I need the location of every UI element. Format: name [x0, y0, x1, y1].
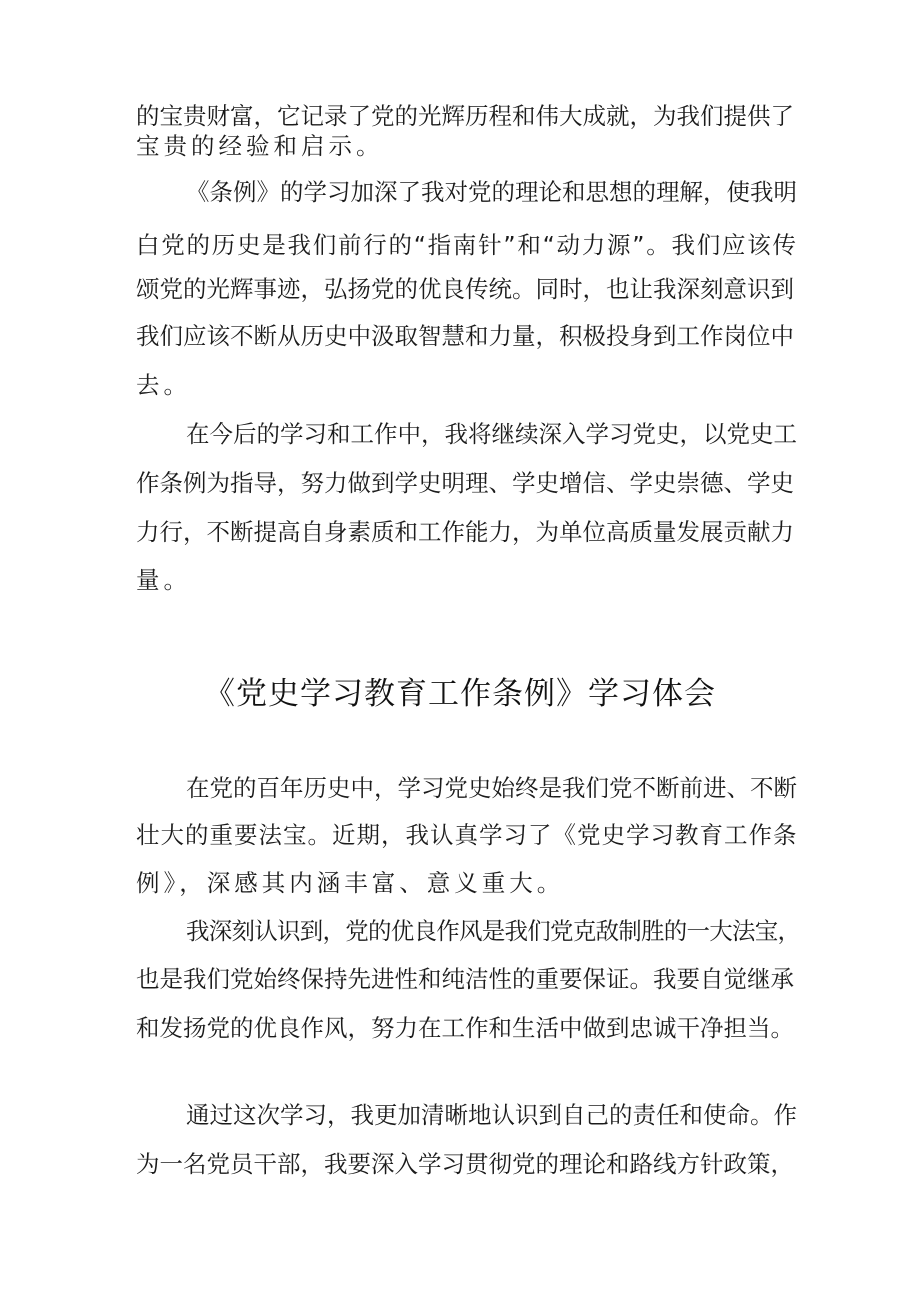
- paragraph-line: 宝贵的经验和启示。: [136, 132, 384, 160]
- paragraph-line: 壮大的重要法宝。近期，我认真学习了《党史学习教育工作条: [136, 821, 798, 849]
- paragraph-line: 《条例》的学习加深了我对党的理论和思想的理解，使我明: [186, 178, 797, 206]
- paragraph-line: 的宝贵财富，它记录了党的光辉历程和伟大成就，为我们提供了: [136, 102, 794, 130]
- paragraph-line: 作条例为指导，努力做到学史明理、学史增信、学史崇德、学史: [136, 469, 794, 497]
- paragraph-line: 我深刻认识到，党的优良作风是我们党克敌制胜的一大法宝，: [186, 917, 801, 945]
- paragraph-line: 和发扬党的优良作风，努力在工作和生活中做到忠诚干净担当。: [136, 1014, 794, 1042]
- paragraph-line: 在今后的学习和工作中，我将继续深入学习党史，以党史工: [186, 420, 797, 448]
- paragraph-line: 通过这次学习，我更加清晰地认识到自己的责任和使命。作: [186, 1101, 797, 1129]
- paragraph-line: 为一名党员干部，我要深入学习贯彻党的理论和路线方针政策，: [136, 1150, 794, 1178]
- paragraph-line: 也是我们党始终保持先进性和纯洁性的重要保证。我要自觉继承: [136, 965, 794, 993]
- paragraph-line: 量。: [136, 566, 191, 594]
- paragraph-line: 例》，深感其内涵丰富、意义重大。: [136, 869, 565, 897]
- paragraph-line: 力行，不断提高自身素质和工作能力，为单位高质量发展贡献力: [136, 518, 794, 546]
- paragraph-line: 白党的历史是我们前行的“指南针”和“动力源”。我们应该传: [136, 231, 798, 259]
- paragraph-line: 颂党的光辉事迹，弘扬党的优良传统。同时，也让我深刻意识到: [136, 275, 794, 303]
- article-title: 《党史学习教育工作条例》学习体会: [204, 676, 716, 712]
- paragraph-line: 在党的百年历史中，学习党史始终是我们党不断前进、不断: [186, 774, 797, 802]
- paragraph-line: 去。: [136, 371, 191, 399]
- paragraph-line: 我们应该不断从历史中汲取智慧和力量，积极投身到工作岗位中: [136, 322, 794, 350]
